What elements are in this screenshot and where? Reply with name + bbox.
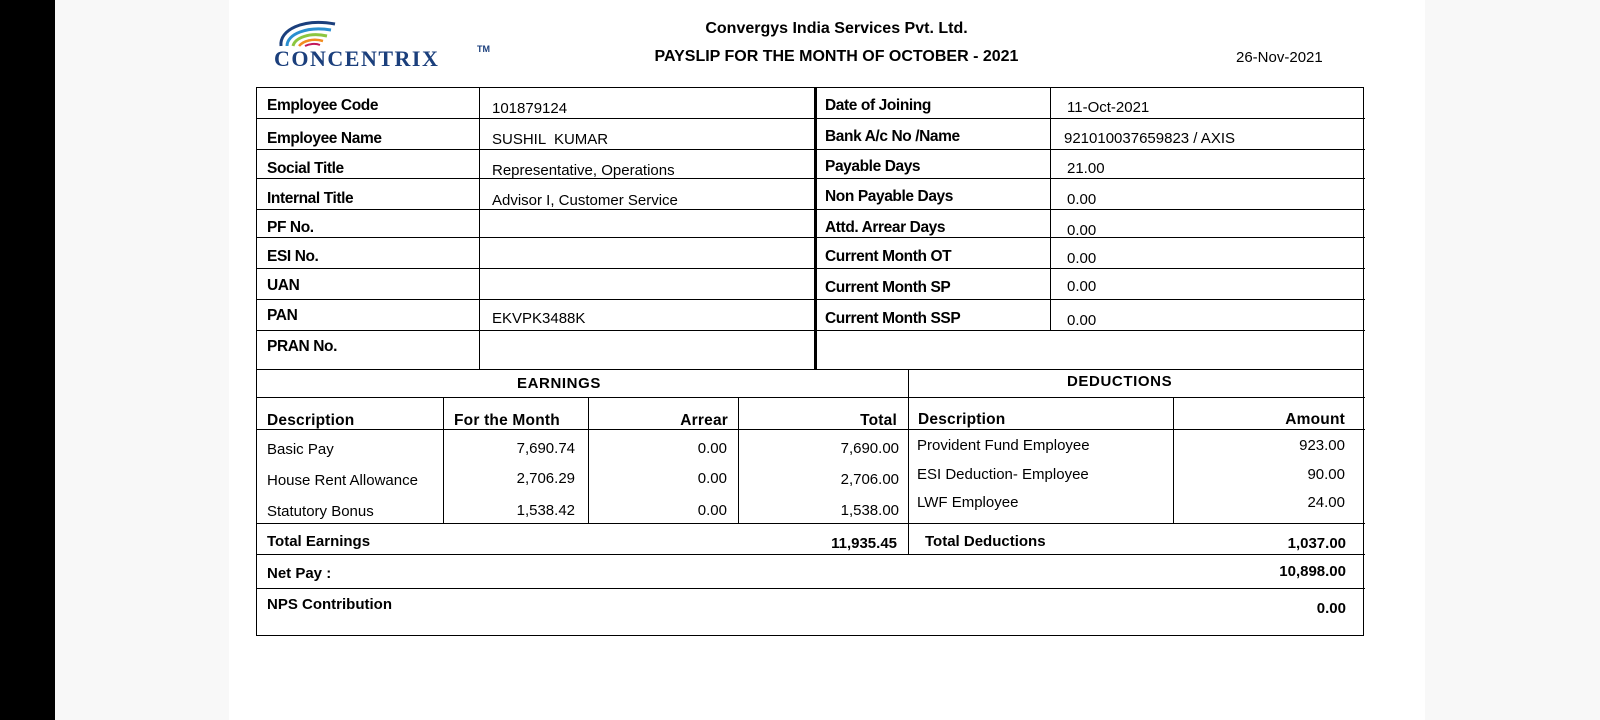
earning-row-month: 2,706.29 [516, 470, 575, 487]
nps-contribution-label: NPS Contribution [267, 596, 392, 613]
earning-row-arrear: 0.00 [697, 502, 727, 519]
current-month-sp-label: Current Month SP [825, 279, 951, 296]
earning-row-total: 7,690.00 [840, 440, 899, 457]
net-pay-value: 10,898.00 [1279, 563, 1346, 580]
date-of-joining-value: 11-Oct-2021 [1067, 99, 1150, 116]
earning-row-description: House Rent Allowance [267, 472, 418, 489]
earning-row-arrear: 0.00 [697, 440, 727, 457]
arrear-header: Arrear [680, 412, 728, 429]
payslip-page [229, 0, 1425, 720]
employee-details-table [256, 87, 1364, 370]
earning-row-arrear: 0.00 [697, 470, 727, 487]
total-deductions-label: Total Deductions [925, 533, 1046, 550]
bank-account-value: 921010037659823 / AXIS [1064, 130, 1235, 147]
total-deductions-value: 1,037.00 [1287, 535, 1346, 552]
current-month-ssp-label: Current Month SSP [825, 310, 961, 327]
uan-label: UAN [267, 277, 300, 294]
earning-row-description: Statutory Bonus [267, 503, 374, 520]
deduction-row-description: LWF Employee [917, 494, 1019, 511]
earnings-deductions-table [256, 370, 1364, 636]
current-month-ot-value: 0.00 [1067, 250, 1097, 267]
employee-name-label: Employee Name [267, 130, 382, 147]
for-the-month-header: For the Month [454, 412, 560, 429]
employee-code-label: Employee Code [267, 97, 379, 114]
internal-title-value: Advisor I, Customer Service [492, 192, 678, 209]
deductions-description-header: Description [918, 411, 1006, 428]
attd-arrear-days-label: Attd. Arrear Days [825, 219, 946, 236]
non-payable-days-label: Non Payable Days [825, 188, 953, 205]
payslip-title: PAYSLIP FOR THE MONTH OF OCTOBER - 2021 [654, 48, 1019, 65]
deduction-row-description: Provident Fund Employee [917, 437, 1090, 454]
total-earnings-value: 11,935.45 [831, 535, 897, 552]
deduction-row-description: ESI Deduction- Employee [917, 466, 1089, 483]
logo-wordmark: CONCENTRIX [274, 46, 440, 71]
bank-account-label: Bank A/c No /Name [825, 128, 960, 145]
pf-no-label: PF No. [267, 219, 314, 236]
earning-row-month: 1,538.42 [516, 502, 575, 519]
employee-code-value: 101879124 [492, 100, 568, 117]
earning-row-month: 7,690.74 [516, 440, 575, 457]
total-header: Total [860, 412, 897, 429]
date-of-joining-label: Date of Joining [825, 97, 931, 114]
concentrix-logo [273, 16, 493, 70]
pan-label: PAN [267, 307, 298, 324]
earnings-description-header: Description [267, 412, 355, 429]
total-earnings-label: Total Earnings [267, 533, 371, 550]
earning-row-total: 1,538.00 [840, 502, 899, 519]
logo-trademark: TM [477, 44, 490, 54]
employee-name-value: SUSHIL KUMAR [492, 131, 609, 148]
net-pay-label: Net Pay : [267, 565, 332, 582]
internal-title-label: Internal Title [267, 190, 354, 207]
deduction-row-amount: 24.00 [1307, 494, 1345, 511]
esi-no-label: ESI No. [267, 248, 319, 265]
social-title-label: Social Title [267, 160, 344, 177]
earnings-title: EARNINGS [517, 375, 601, 392]
col-divider [479, 88, 480, 369]
current-month-ot-label: Current Month OT [825, 248, 952, 265]
earning-row-description: Basic Pay [267, 441, 334, 458]
center-double-divider [814, 88, 817, 369]
pan-value: EKVPK3488K [492, 310, 586, 327]
non-payable-days-value: 0.00 [1067, 191, 1097, 208]
deduction-row-amount: 923.00 [1299, 437, 1345, 454]
current-month-ssp-value: 0.00 [1067, 312, 1097, 329]
social-title-value: Representative, Operations [492, 162, 675, 179]
payable-days-label: Payable Days [825, 158, 921, 175]
current-month-sp-value: 0.00 [1067, 278, 1097, 295]
pran-no-label: PRAN No. [267, 338, 337, 355]
left-black-margin [0, 0, 55, 720]
company-name: Convergys India Services Pvt. Ltd. [705, 20, 968, 37]
deductions-title: DEDUCTIONS [1067, 373, 1173, 390]
attd-arrear-days-value: 0.00 [1067, 222, 1097, 239]
payable-days-value: 21.00 [1067, 160, 1105, 177]
amount-header: Amount [1285, 411, 1345, 428]
payslip-date: 26-Nov-2021 [1236, 49, 1323, 66]
earning-row-total: 2,706.00 [840, 471, 899, 488]
logo-swirl-icon [273, 16, 363, 50]
deduction-row-amount: 90.00 [1307, 466, 1345, 483]
nps-contribution-value: 0.00 [1316, 600, 1346, 617]
